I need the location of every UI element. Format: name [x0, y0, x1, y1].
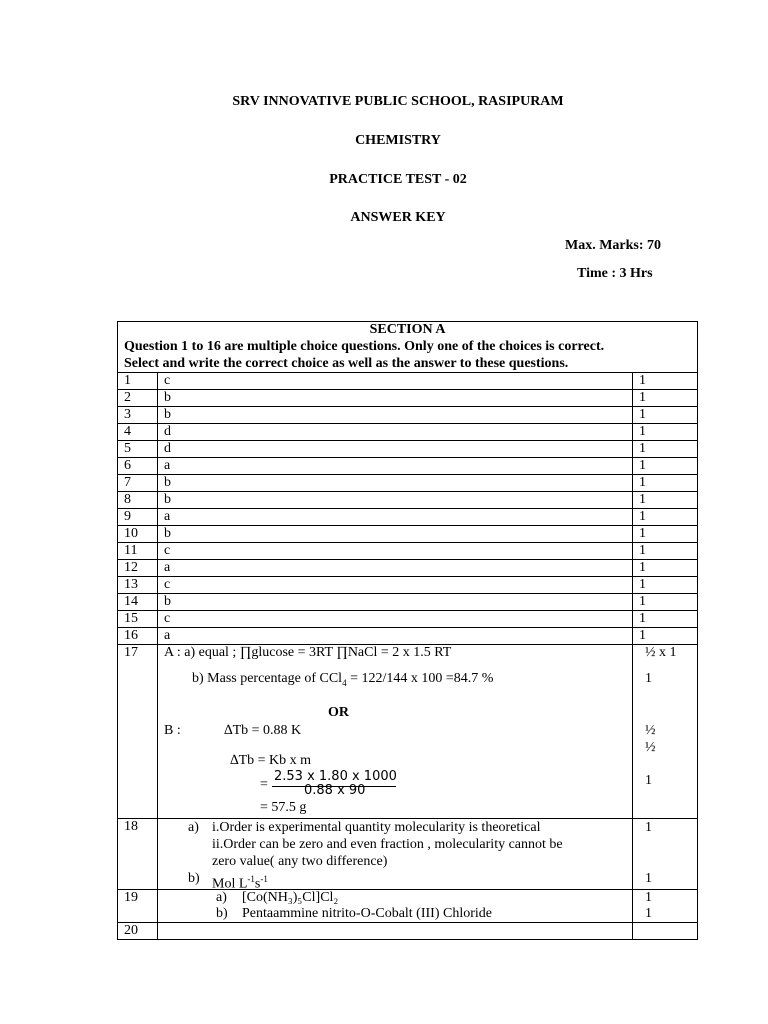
table-row: [118, 594, 698, 611]
question-number: 15: [118, 611, 158, 628]
question-number: 4: [118, 424, 158, 441]
question-number: 17: [118, 645, 158, 819]
marks-cell: 1: [633, 628, 698, 645]
marks-value: 1: [645, 773, 652, 788]
answer-cell: [158, 890, 633, 923]
table-row: [118, 475, 698, 492]
marks-value: 1: [645, 906, 652, 921]
table-row: [118, 492, 698, 509]
exam-time: Time : 3 Hrs: [577, 266, 653, 281]
section-title: SECTION A: [369, 322, 446, 337]
table-row: [118, 577, 698, 594]
answer-result: = 57.5 g: [260, 800, 307, 815]
answer-key-title: ANSWER KEY: [350, 210, 446, 225]
answer-line: ∆Tb = 0.88 K: [224, 723, 302, 738]
answer-cell: b: [158, 390, 633, 407]
marks-value: 1: [645, 820, 652, 835]
table-row: [118, 390, 698, 407]
answer-line: [192, 671, 493, 691]
answer-cell: c: [158, 543, 633, 560]
question-number: 9: [118, 509, 158, 526]
answer-text: = 122/144 x 100 =84.7 %: [346, 671, 494, 686]
marks-cell: 1: [633, 509, 698, 526]
answer-cell: b: [158, 594, 633, 611]
table-row: [118, 441, 698, 458]
question-number: 8: [118, 492, 158, 509]
question-number: 3: [118, 407, 158, 424]
marks-cell: 1: [633, 611, 698, 628]
marks-cell: [633, 890, 698, 923]
fraction-denominator: 0.88 x 90: [304, 783, 366, 798]
answer-cell: a: [158, 560, 633, 577]
answer-cell: a: [158, 458, 633, 475]
table-row-q18: [118, 819, 698, 890]
table-row: [118, 628, 698, 645]
marks-value: 1: [645, 871, 652, 886]
question-number: 5: [118, 441, 158, 458]
table-row: [118, 509, 698, 526]
table-row: [118, 560, 698, 577]
answer-cell: d: [158, 441, 633, 458]
answer-cell: b: [158, 407, 633, 424]
section-header-row: [118, 322, 698, 373]
table-row: [118, 424, 698, 441]
option-label: B :: [164, 723, 181, 738]
marks-cell: 1: [633, 577, 698, 594]
question-number: 2: [118, 390, 158, 407]
answer-cell: d: [158, 424, 633, 441]
superscript: -1: [260, 874, 268, 884]
table-row: [118, 526, 698, 543]
table-row-q20: [118, 923, 698, 940]
table-row: [118, 611, 698, 628]
marks-cell: [633, 645, 698, 819]
answer-cell: c: [158, 373, 633, 390]
table-row: [118, 407, 698, 424]
max-marks: Max. Marks: 70: [565, 238, 662, 253]
section-header-cell: [118, 322, 698, 373]
section-instruction: Question 1 to 16 are multiple choice questions. Only one of the choices is correct.: [124, 339, 605, 354]
answer-cell: c: [158, 577, 633, 594]
table-row: [118, 543, 698, 560]
marks-cell: 1: [633, 407, 698, 424]
fraction-numerator: 2.53 x 1.80 x 1000: [274, 769, 397, 784]
marks-value: ½: [645, 740, 656, 755]
question-number: 10: [118, 526, 158, 543]
or-label: OR: [328, 705, 349, 720]
superscript: -1: [247, 874, 255, 884]
answer-line: A : a) equal ; ∏glucose = 3RT ∏NaCl = 2 x 1.5 RT: [164, 645, 452, 660]
table-row: [118, 373, 698, 390]
answer-line: ii.Order can be zero and even fraction , molecularity cannot be: [212, 837, 563, 852]
question-number: 12: [118, 560, 158, 577]
answer-cell: [158, 923, 633, 940]
option-label: b): [216, 906, 228, 921]
marks-cell: 1: [633, 543, 698, 560]
marks-cell: 1: [633, 560, 698, 577]
school-name: SRV INNOVATIVE PUBLIC SCHOOL, RASIPURAM: [232, 94, 564, 109]
answer-cell: c: [158, 611, 633, 628]
option-label: a): [188, 820, 199, 835]
question-number: 7: [118, 475, 158, 492]
answer-text: s: [254, 876, 261, 892]
marks-cell: [633, 819, 698, 890]
test-title: PRACTICE TEST - 02: [329, 172, 467, 187]
marks-cell: 1: [633, 458, 698, 475]
marks-cell: 1: [633, 441, 698, 458]
question-number: 13: [118, 577, 158, 594]
subject-title: CHEMISTRY: [355, 133, 441, 148]
table-row: [118, 458, 698, 475]
marks-cell: 1: [633, 424, 698, 441]
marks-cell: [633, 923, 698, 940]
answer-line: [Co(NH₃)₅Cl]Cl₂: [242, 890, 339, 905]
answer-text: b) Mass percentage of CCl: [192, 671, 343, 686]
answer-line: i.Order is experimental quantity molecularity is theoretical: [212, 820, 541, 835]
answer-line: zero value( any two difference): [212, 854, 388, 869]
section-instruction: Select and write the correct choice as well as the answer to these questions.: [124, 356, 569, 371]
answer-text: Mol L: [212, 876, 248, 892]
marks-value: ½ x 1: [645, 645, 677, 660]
equals-sign: =: [260, 777, 268, 792]
question-number: 6: [118, 458, 158, 475]
subscript: 4: [342, 677, 347, 688]
answer-cell: [158, 819, 633, 890]
answer-cell: b: [158, 526, 633, 543]
question-number: 11: [118, 543, 158, 560]
question-number: 1: [118, 373, 158, 390]
marks-cell: 1: [633, 373, 698, 390]
question-number: 19: [118, 890, 158, 923]
question-number: 20: [118, 923, 158, 940]
answer-cell: a: [158, 509, 633, 526]
marks-value: 1: [645, 890, 652, 905]
question-number: 14: [118, 594, 158, 611]
answer-key-table: [117, 321, 698, 940]
marks-value: ½: [645, 723, 656, 738]
marks-cell: 1: [633, 390, 698, 407]
answer-line: ∆Tb = Kb x m: [230, 753, 312, 768]
answer-cell: [158, 645, 633, 819]
marks-cell: 1: [633, 492, 698, 509]
answer-line: Pentaammine nitrito-O-Cobalt (III) Chloride: [242, 906, 492, 921]
marks-value: 1: [645, 671, 652, 686]
table-row-q17: [118, 645, 698, 819]
question-number: 16: [118, 628, 158, 645]
marks-cell: 1: [633, 526, 698, 543]
marks-cell: 1: [633, 594, 698, 611]
answer-cell: b: [158, 492, 633, 509]
option-label: b): [188, 871, 200, 886]
answer-cell: b: [158, 475, 633, 492]
table-row-q19: [118, 890, 698, 923]
marks-cell: 1: [633, 475, 698, 492]
question-number: 18: [118, 819, 158, 890]
option-label: a): [216, 890, 227, 905]
answer-cell: a: [158, 628, 633, 645]
